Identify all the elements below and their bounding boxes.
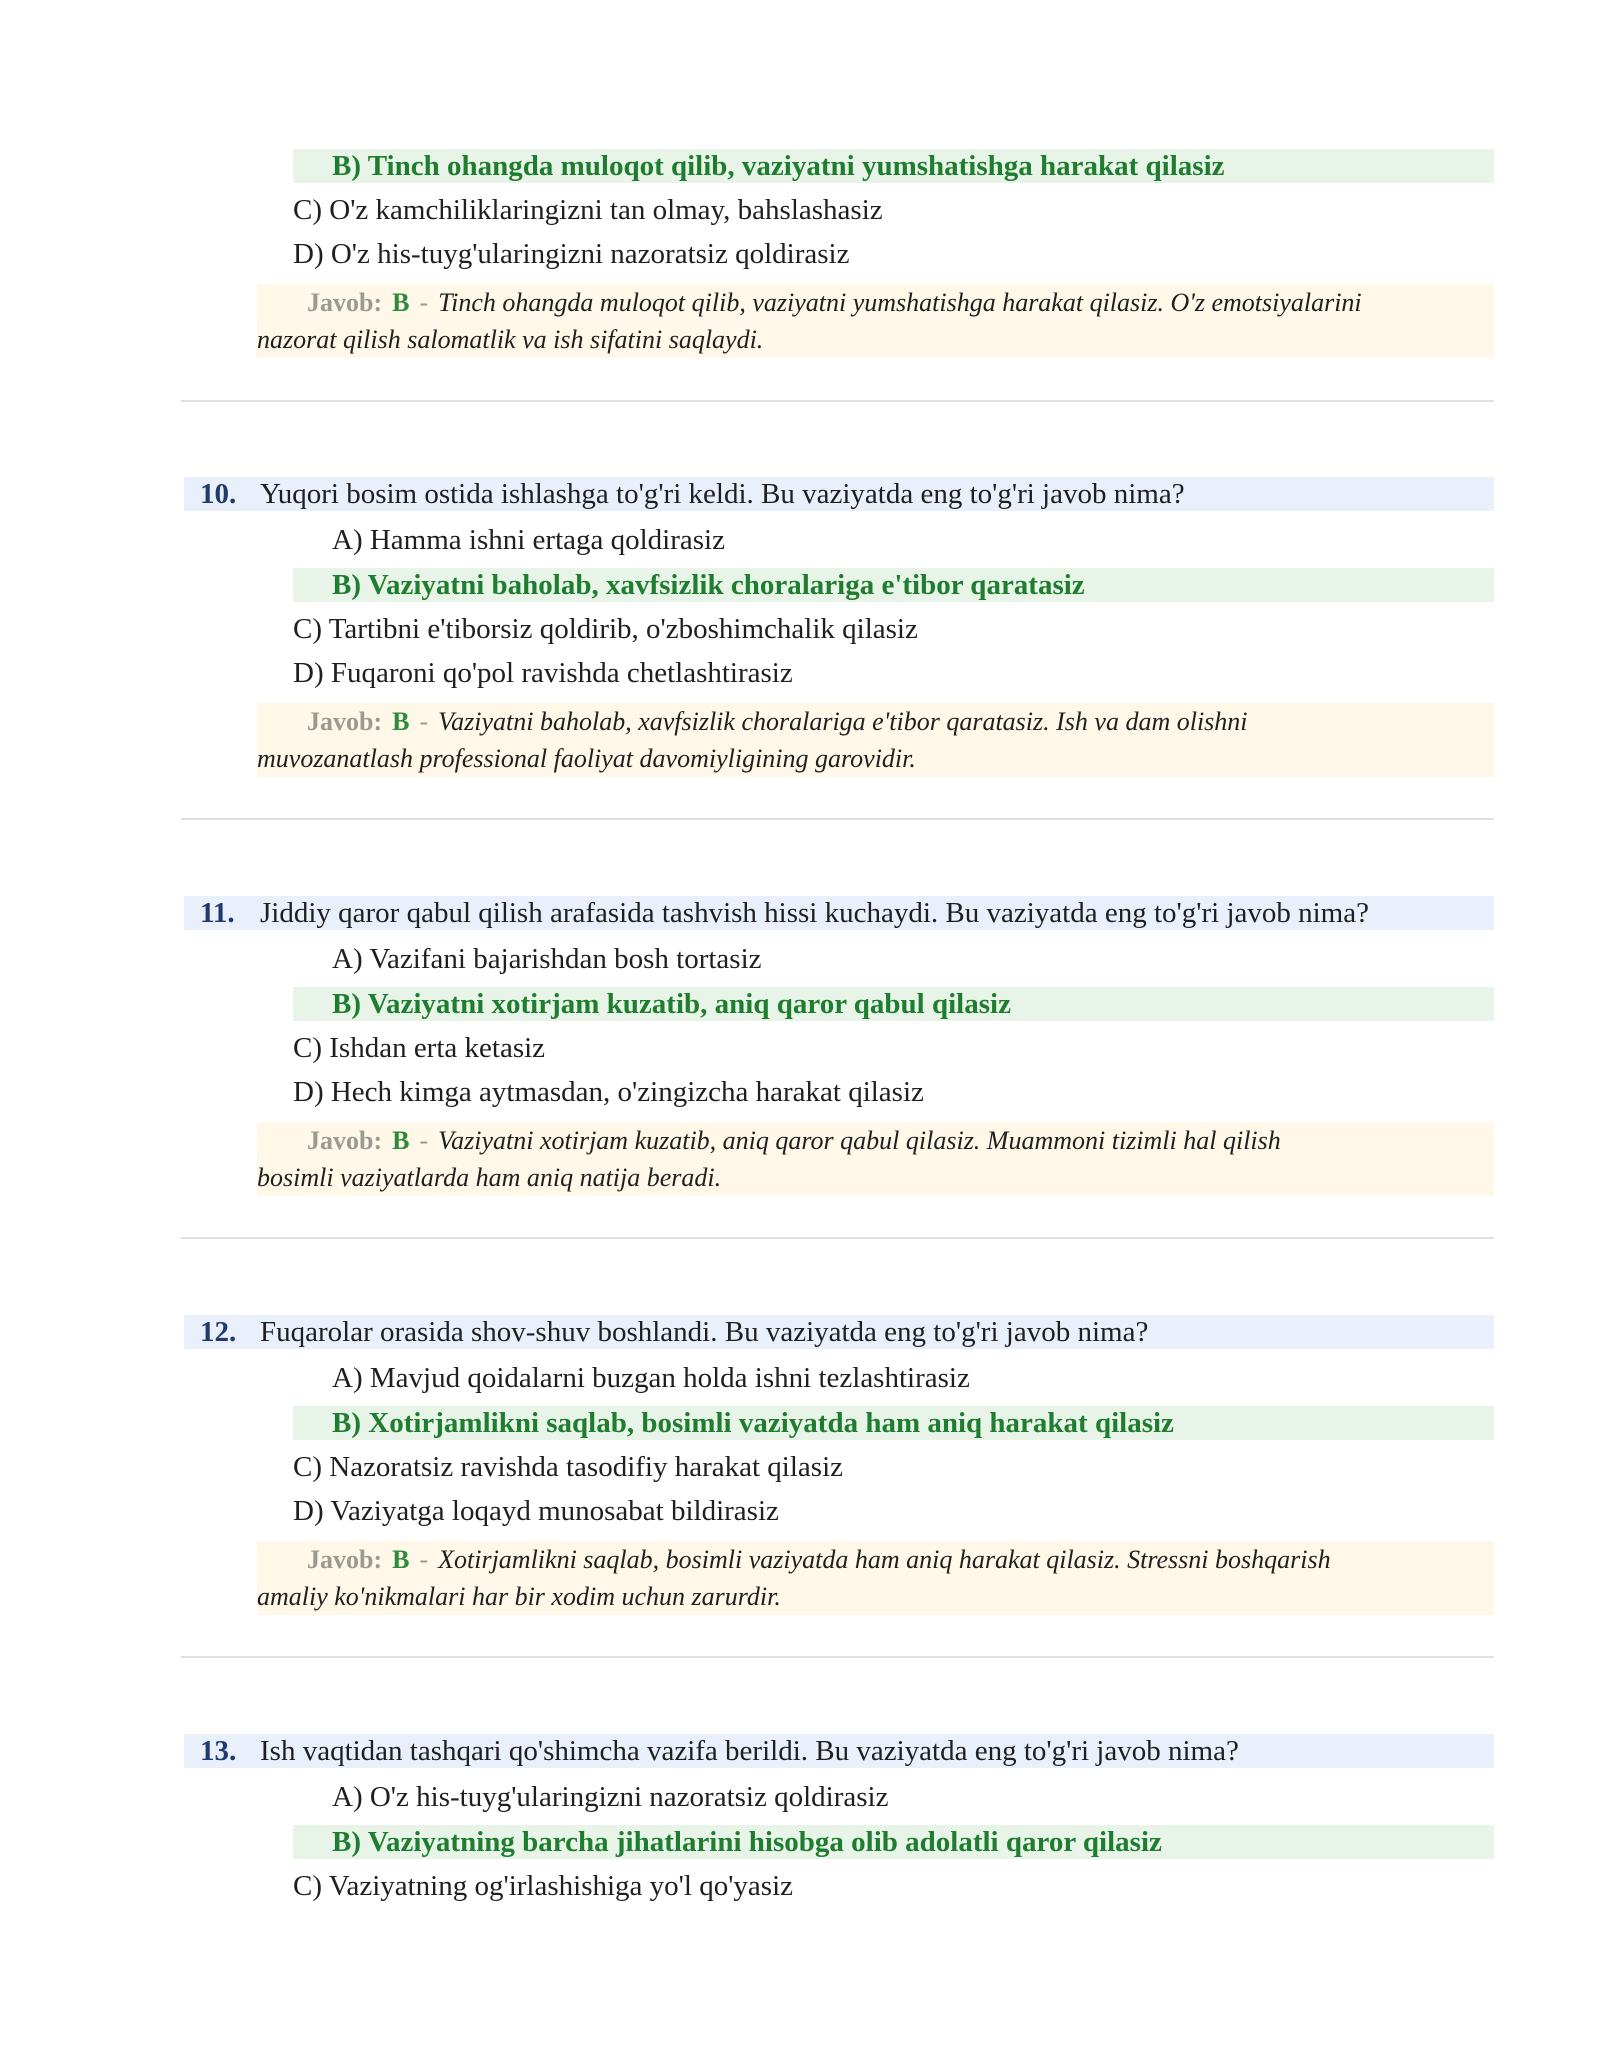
question-text: Jiddiy qaror qabul qilish arafasida tashvish hissi kuchaydi. Bu vaziyatda eng to'g'ri javob nima? xyxy=(260,897,1369,929)
answer-label: Javob: xyxy=(307,707,383,736)
divider xyxy=(181,1656,1494,1658)
answer-line-2: bosimli vaziyatlarda ham aniq natija beradi. xyxy=(257,1163,722,1192)
answer-line-1 xyxy=(307,1122,1281,1159)
option-d: D) Fuqaroni qo'pol ravishda chetlashtirasiz xyxy=(293,657,793,689)
answer-label: Javob: xyxy=(307,1545,383,1574)
answer-line-1 xyxy=(307,703,1248,740)
answer-letter: B xyxy=(392,1545,410,1574)
option-d: D) Vaziyatga loqayd munosabat bildirasiz xyxy=(293,1495,779,1527)
answer-dash: - xyxy=(419,1126,429,1155)
option-c: C) Nazoratsiz ravishda tasodifiy harakat qilasiz xyxy=(293,1451,843,1483)
option-d: D) Hech kimga aytmasdan, o'zingizcha harakat qilasiz xyxy=(293,1076,924,1108)
question-header xyxy=(184,896,1494,930)
answer-letter: B xyxy=(392,707,410,736)
answer-line-2: nazorat qilish salomatlik va ish sifatini saqlaydi. xyxy=(257,325,764,354)
answer-line-2: muvozanatlash professional faoliyat davomiyligining garovidir. xyxy=(257,744,916,773)
answer-box xyxy=(257,1541,1494,1615)
option-a: A) O'z his-tuyg'ularingizni nazoratsiz qoldirasiz xyxy=(332,1781,889,1813)
option-c: C) Tartibni e'tiborsiz qoldirib, o'zboshimchalik qilasiz xyxy=(293,613,918,645)
question-header xyxy=(184,1734,1494,1768)
question-text: Ish vaqtidan tashqari qo'shimcha vazifa berildi. Bu vaziyatda eng to'g'ri javob nima? xyxy=(260,1735,1239,1767)
divider xyxy=(181,400,1494,402)
question-header xyxy=(184,477,1494,511)
answer-box xyxy=(257,284,1494,358)
answer-line-2: amaliy ko'nikmalari har bir xodim uchun zarurdir. xyxy=(257,1582,781,1611)
answer-box xyxy=(257,1122,1494,1196)
option-a: A) Hamma ishni ertaga qoldirasiz xyxy=(332,524,725,556)
answer-explanation: Xotirjamlikni saqlab, bosimli vaziyatda ham aniq harakat qilasiz. Stressni boshqarish xyxy=(438,1545,1331,1574)
answer-dash: - xyxy=(419,288,429,317)
divider xyxy=(181,818,1494,820)
question-number: 13. xyxy=(200,1735,237,1767)
option-b-text: B) Tinch ohangda muloqot qilib, vaziyatni yumshatishga harakat qilasiz xyxy=(332,150,1225,182)
option-b-text: B) Vaziyatning barcha jihatlarini hisobga olib adolatli qaror qilasiz xyxy=(332,1826,1162,1858)
option-c: C) Ishdan erta ketasiz xyxy=(293,1032,546,1064)
question-number: 12. xyxy=(200,1316,237,1348)
answer-label: Javob: xyxy=(307,288,383,317)
option-c: C) O'z kamchiliklaringizni tan olmay, bahslashasiz xyxy=(293,194,883,226)
divider xyxy=(181,1237,1494,1239)
answer-explanation: Vaziyatni xotirjam kuzatib, aniq qaror qabul qilasiz. Muammoni tizimli hal qilish xyxy=(438,1126,1281,1155)
answer-letter: B xyxy=(392,1126,410,1155)
question-text: Yuqori bosim ostida ishlashga to'g'ri keldi. Bu vaziyatda eng to'g'ri javob nima? xyxy=(260,478,1185,510)
answer-dash: - xyxy=(419,1545,429,1574)
answer-explanation: Vaziyatni baholab, xavfsizlik choralariga e'tibor qaratasiz. Ish va dam olishni xyxy=(438,707,1248,736)
question-number: 11. xyxy=(200,897,235,929)
option-b-text: B) Vaziyatni xotirjam kuzatib, aniq qaror qabul qilasiz xyxy=(332,988,1011,1020)
answer-letter: B xyxy=(392,288,410,317)
question-text: Fuqarolar orasida shov-shuv boshlandi. Bu vaziyatda eng to'g'ri javob nima? xyxy=(260,1316,1149,1348)
option-c: C) Vaziyatning og'irlashishiga yo'l qo'yasiz xyxy=(293,1870,794,1902)
option-a: A) Mavjud qoidalarni buzgan holda ishni tezlashtirasiz xyxy=(332,1362,970,1394)
answer-label: Javob: xyxy=(307,1126,383,1155)
question-number: 10. xyxy=(200,478,237,510)
answer-dash: - xyxy=(419,707,429,736)
question-header xyxy=(184,1315,1494,1349)
correct-option-b xyxy=(293,568,1494,602)
answer-line-1 xyxy=(307,1541,1331,1578)
option-a: A) Vazifani bajarishdan bosh tortasiz xyxy=(332,943,762,975)
option-d: D) O'z his-tuyg'ularingizni nazoratsiz qoldirasiz xyxy=(293,238,850,270)
answer-explanation: Tinch ohangda muloqot qilib, vaziyatni yumshatishga harakat qilasiz. O'z emotsiyalarini xyxy=(438,288,1362,317)
correct-option-b xyxy=(293,1825,1494,1859)
option-b-text: B) Vaziyatni baholab, xavfsizlik choralariga e'tibor qaratasiz xyxy=(332,569,1085,601)
correct-option-b xyxy=(293,149,1494,183)
correct-option-b xyxy=(293,1406,1494,1440)
option-b-text: B) Xotirjamlikni saqlab, bosimli vaziyatda ham aniq harakat qilasiz xyxy=(332,1407,1174,1439)
correct-option-b xyxy=(293,987,1494,1021)
answer-box xyxy=(257,703,1494,777)
answer-line-1 xyxy=(307,284,1362,321)
